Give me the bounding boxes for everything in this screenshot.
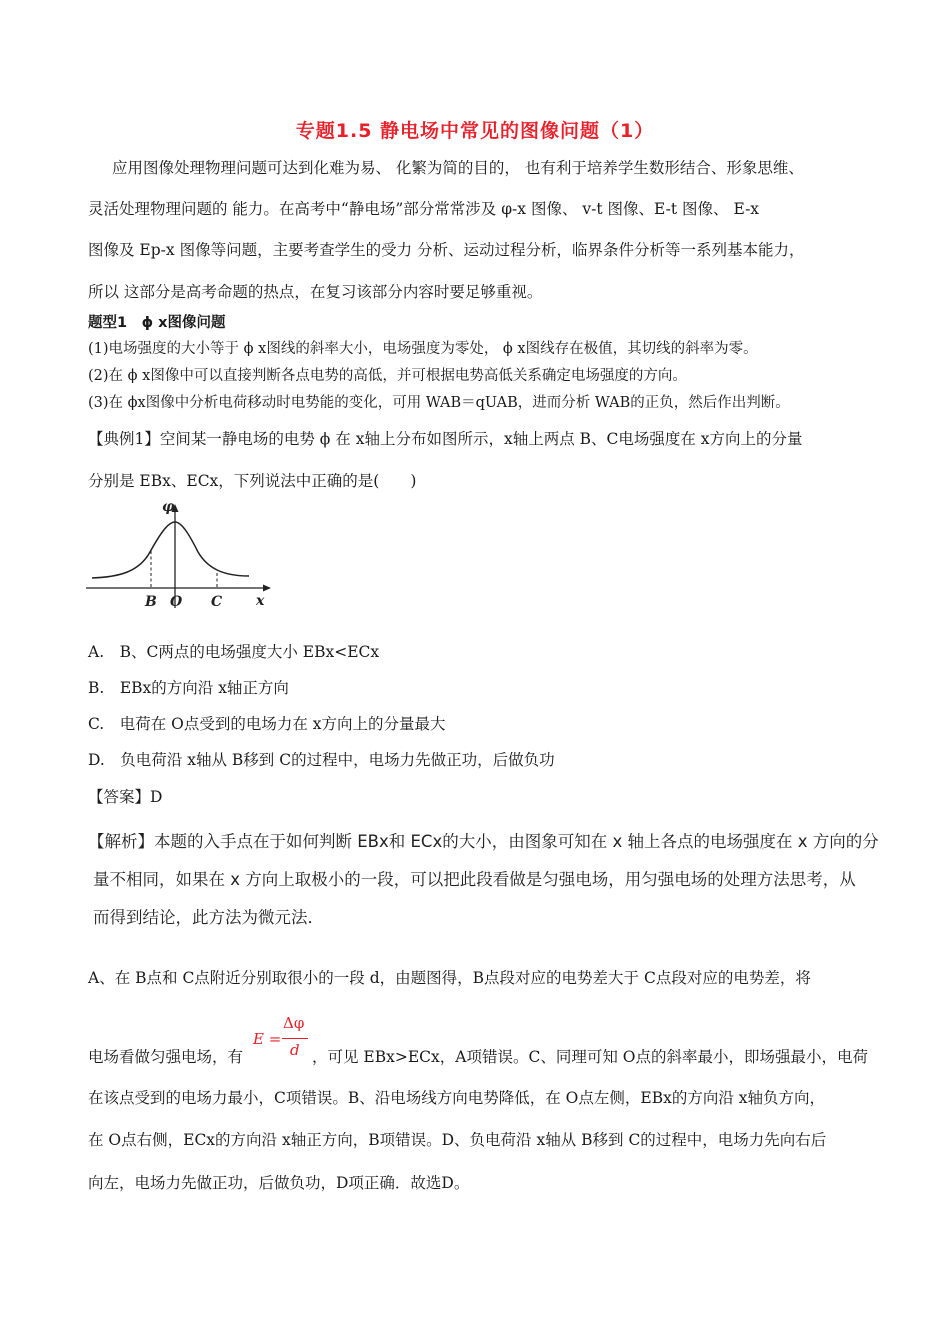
option-a: A. B、C两点的电场强度大小 EBx<ECx: [88, 643, 380, 661]
point-b-label: B: [145, 594, 157, 610]
rule-2: (2)在 ϕ x图像中可以直接判断各点电势的高低，并可根据电势高低关系确定电场强度的方向。: [88, 368, 687, 384]
option-b: B. EBx的方向沿 x轴正方向: [88, 679, 289, 697]
example-question-line-2: 分别是 EBx、ECx，下列说法中正确的是( ): [88, 472, 417, 490]
intro-line-1: 应用图像处理物理问题可达到化难为易、 化繁为简的目的， 也有利于培养学生数形结合、形象思维、: [112, 159, 804, 177]
analysis-line-3: 而得到结论，此方法为微元法．: [93, 908, 324, 927]
origin-label: O: [170, 594, 183, 610]
answer: 【答案】D: [88, 788, 163, 806]
analysis-line-2: 量不相同，如果在 x 方向上取极小的一段，可以把此段看做是匀强电场，用匀强电场的处理方法思考，从: [93, 870, 856, 889]
intro-line-4: 所以 这部分是高考命题的热点，在复习该部分内容时要足够重视。: [88, 283, 543, 301]
solution-line-5: 向左，电场力先做正功，后做负功，D项正确．故选D。: [88, 1174, 470, 1192]
formula-lhs: E =: [253, 1030, 282, 1048]
potential-curve: [92, 522, 249, 578]
formula-denominator: d: [290, 1041, 300, 1059]
option-c: C. 电荷在 O点受到的电场力在 x方向上的分量最大: [88, 715, 446, 733]
phi-x-graph: [84, 496, 284, 614]
field-strength-formula: [253, 1014, 315, 1066]
formula-fraction-bar: [282, 1038, 308, 1039]
intro-line-3: 图像及 Ep-x 图像等问题，主要考查学生的受力 分析、运动过程分析，临界条件分析等一系列基本能力，: [88, 241, 805, 259]
solution-line-2-post: ，可见 EBx>ECx，A项错误。C、同理可知 O点的斜率最小，即场强最小，电荷: [312, 1048, 868, 1066]
y-axis-label: φ: [162, 499, 175, 515]
solution-line-4: 在 O点右侧，ECx的方向沿 x轴正方向，B项错误。D、负电荷沿 x轴从 B移到 C的过程中，电场力先向右后: [88, 1131, 827, 1149]
intro-line-2: 灵活处理物理问题的 能力。在高考中“静电场”部分常常涉及 φ-x 图像、 v-t 图像、E-t 图像、 E-x: [88, 200, 760, 218]
point-c-label: C: [211, 594, 223, 610]
section-heading: 题型1 ϕ x图像问题: [88, 315, 226, 331]
rule-3: (3)在 ϕx图像中分析电荷移动时电势能的变化，可用 WAB＝qUAB，进而分析 WAB的正负，然后作出判断。: [88, 395, 790, 411]
example-question-line-1: 【典例1】空间某一静电场的电势 ϕ 在 x轴上分布如图所示，x轴上两点 B、C电场强度在 x方向上的分量: [88, 430, 803, 448]
solution-line-1: A、在 B点和 C点附近分别取很小的一段 d，由题图得，B点段对应的电势差大于 C点段对应的电势差，将: [88, 969, 811, 987]
x-axis-label: x: [256, 593, 265, 609]
solution-line-3: 在该点受到的电场力最小，C项错误。B、沿电场线方向电势降低，在 O点左侧，EBx的方向沿 x轴负方向，: [88, 1089, 826, 1107]
rule-1: (1)电场强度的大小等于 ϕ x图线的斜率大小，电场强度为零处， ϕ x图线存在极值，其切线的斜率为零。: [88, 341, 758, 357]
formula-numerator: Δφ: [283, 1014, 305, 1032]
analysis-line-1: 【解析】本题的入手点在于如何判断 EBx和 ECx的大小，由图象可知在 x 轴上各点的电场强度在 x 方向的分: [88, 832, 879, 851]
solution-line-2-pre: 电场看做匀强电场，有: [88, 1048, 244, 1066]
x-axis-arrow-icon: [263, 585, 271, 592]
page-title: 专题1.5 静电场中常见的图像问题（1）: [295, 120, 655, 142]
option-d: D. 负电荷沿 x轴从 B移到 C的过程中，电场力先做正功，后做负功: [88, 751, 555, 769]
